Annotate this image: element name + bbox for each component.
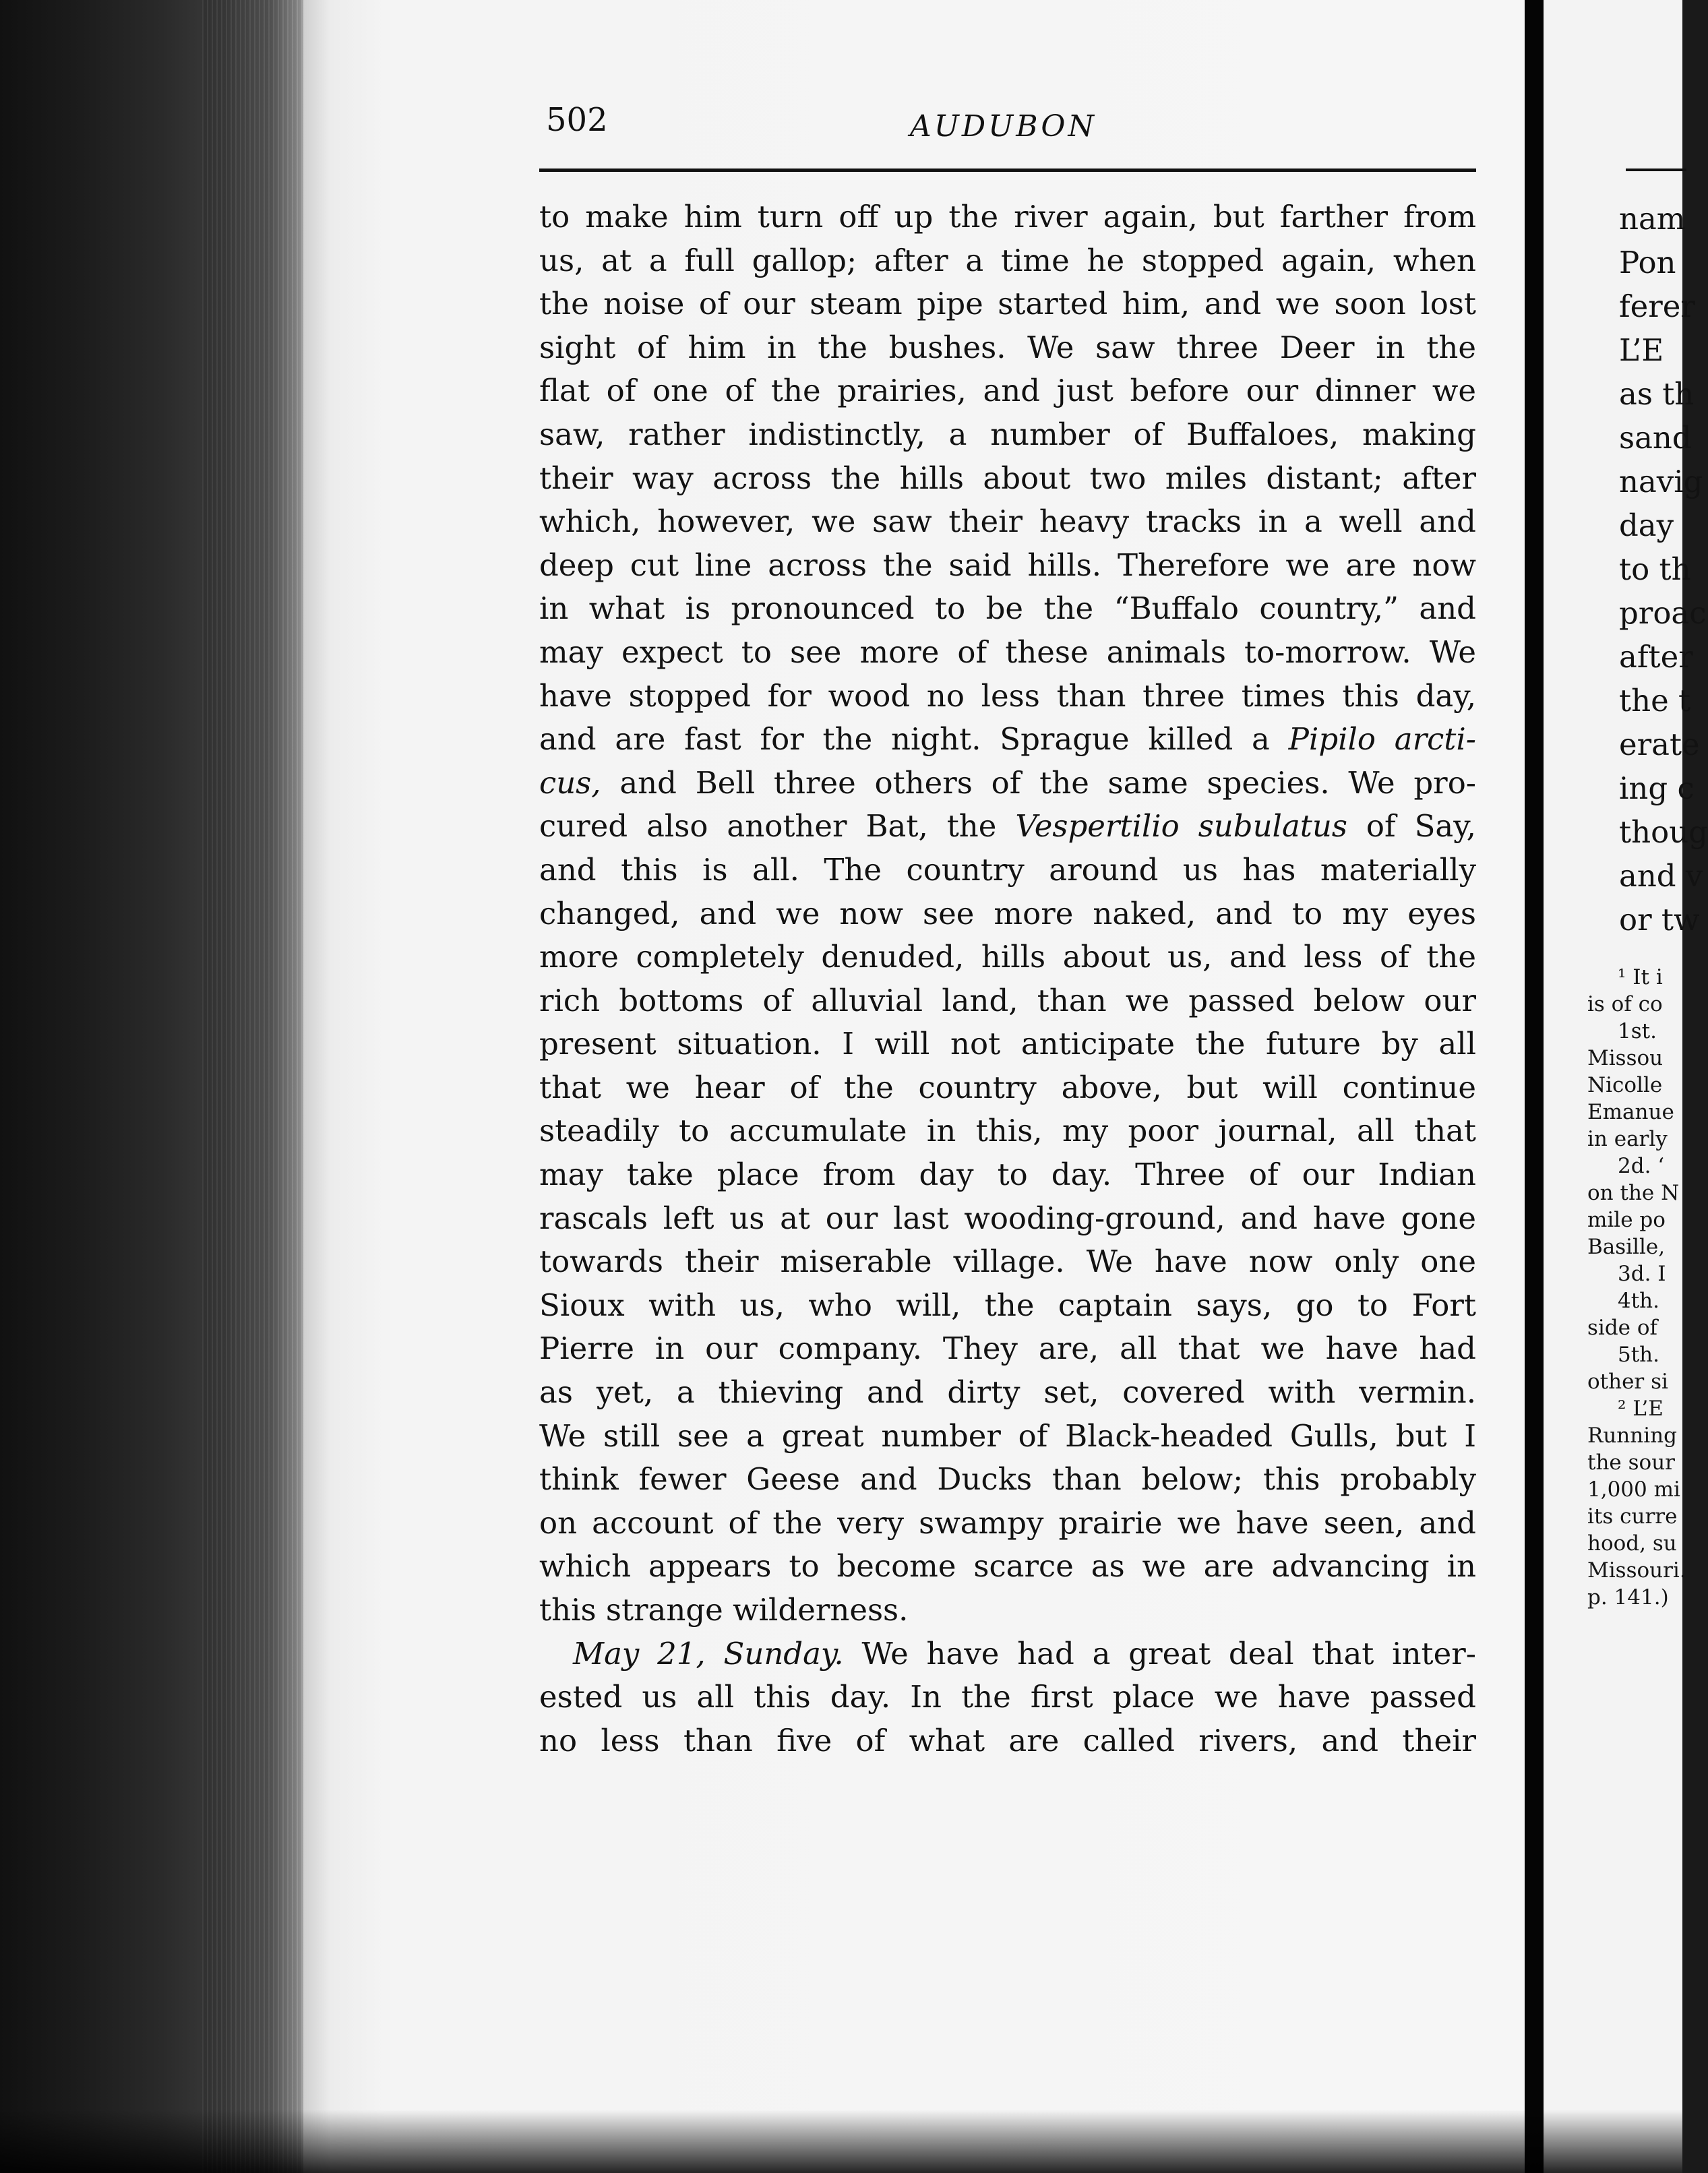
text-line: Sioux with us, who will, the captain says, go to Fort (539, 1287, 1476, 1323)
text-line: flat of one of the prairies, and just before our dinner we (539, 373, 1476, 409)
footnote-line: mile po (1587, 1208, 1666, 1232)
text-line-pipilo (539, 718, 1476, 762)
header-rule (539, 169, 1476, 172)
footnote-line: 4th. (1618, 1289, 1659, 1313)
text-line: towards their miserable village. We have now only one (539, 1244, 1476, 1280)
text-line: steadily to accumulate in this, my poor journal, all that (539, 1113, 1476, 1149)
text-segment: and are fast for the night. Sprague killed a (539, 721, 1270, 758)
text-segment: We have had a great deal that inter- (861, 1635, 1476, 1672)
text-segment: of Say, (1366, 808, 1476, 845)
footnote-line: 1st. (1618, 1019, 1657, 1043)
footnote-line: Running (1587, 1424, 1677, 1448)
footnote-line: Missou (1587, 1046, 1664, 1070)
right-page-line: or tw (1619, 902, 1700, 938)
footnote-line: 3d. I (1618, 1262, 1666, 1286)
text-line: us, at a full gallop; after a time he stopped again, when (539, 242, 1476, 278)
right-page-line: to th (1619, 551, 1691, 587)
text-line-date-heading (539, 1632, 1476, 1676)
text-line: rich bottoms of alluvial land, than we passed below our (539, 982, 1476, 1018)
footnote-line: p. 141.) (1587, 1585, 1669, 1610)
right-page-line: and v (1619, 858, 1703, 894)
page-gutter (1525, 0, 1544, 2173)
right-page-header-rule (1626, 169, 1686, 171)
text-line: present situation. I will not anticipate the future by all (539, 1026, 1476, 1062)
footnote-line: Basille, (1587, 1235, 1666, 1259)
right-page-line: nam (1619, 201, 1686, 237)
species-name-pipilo: Pipilo arcti- (1288, 721, 1476, 758)
text-segment: and Bell three others of the same species. We pro- (619, 764, 1476, 801)
text-line: changed, and we now see more naked, and to my eyes (539, 895, 1476, 931)
right-page-text (1619, 197, 1708, 942)
right-page-line: Pon (1619, 245, 1676, 280)
text-line: have stopped for wood no less than three times this day, (539, 677, 1476, 714)
right-page-line: proac (1619, 595, 1707, 631)
footnote-line: is of co (1587, 992, 1663, 1016)
text-line: may expect to see more of these animals to-morrow. We (539, 634, 1476, 670)
text-line: may take place from day to day. Three of our Indian (539, 1157, 1476, 1193)
right-page-line: erate (1619, 727, 1700, 762)
footnote-line: Emanue (1587, 1100, 1674, 1124)
text-line: saw, rather indistinctly, a number of Buffaloes, making (539, 416, 1476, 452)
bottom-shadow (0, 2110, 1682, 2173)
text-line: no less than five of what are called rivers, and their (539, 1722, 1476, 1758)
footnote-line: in early (1587, 1127, 1668, 1151)
text-line: their way across the hills about two miles distant; after (539, 460, 1476, 496)
footnote-line: Nicolle (1587, 1073, 1663, 1097)
right-page-line: ferer (1619, 288, 1695, 324)
date-heading: May 21, Sunday. (573, 1635, 844, 1672)
footnote-line: its curre (1587, 1504, 1678, 1529)
right-page-line: ing c (1619, 770, 1695, 806)
text-line: deep cut line across the said hills. Therefore we are now (539, 547, 1476, 583)
body-text (539, 195, 1476, 1763)
page-stack (202, 0, 310, 2173)
text-line: the noise of our steam pipe started him, and we soon lost (539, 286, 1476, 322)
right-page-line: sand (1619, 420, 1692, 456)
footnote-line: on the N (1587, 1181, 1680, 1205)
footnote-line: other si (1587, 1370, 1668, 1394)
text-segment: cured also another Bat, the (539, 808, 997, 845)
species-name-vespertilio: Vespertilio subulatus (1015, 808, 1347, 845)
footnote-line: 2d. ‘ (1618, 1154, 1665, 1178)
right-page-line: thoug (1619, 814, 1708, 850)
right-page-line: L’E (1619, 332, 1664, 368)
text-line: Pierre in our company. They are, all that we have had (539, 1330, 1476, 1367)
text-line: to make him turn off up the river again, but farther from (539, 199, 1476, 235)
text-line-vespertilio (539, 805, 1476, 849)
text-line: that we hear of the country above, but will continue (539, 1069, 1476, 1105)
footnote-line: hood, su (1587, 1531, 1677, 1556)
running-head: AUDUBON (910, 109, 1097, 144)
text-line: in what is pronounced to be the “Buffalo country,” and (539, 590, 1476, 627)
text-line: We still see a great number of Black-headed Gulls, but I (539, 1417, 1476, 1454)
text-line: as yet, a thieving and dirty set, covered with vermin. (539, 1374, 1476, 1411)
text-line: on account of the very swampy prairie we have seen, and (539, 1504, 1476, 1541)
right-page-line: after (1619, 639, 1693, 675)
footnote-line: ² L’E (1618, 1397, 1664, 1421)
footnote-line: the sour (1587, 1450, 1675, 1475)
footnote-line: ¹ It i (1618, 965, 1663, 989)
footnote-line: 5th. (1618, 1343, 1659, 1367)
right-page-line: the t (1619, 683, 1691, 718)
right-page-line: day (1619, 508, 1674, 543)
species-name-pipilo-cont: cus, (539, 764, 601, 801)
right-page-line: as th (1619, 376, 1695, 412)
page-number: 502 (546, 101, 608, 139)
text-line: sight of him in the bushes. We saw three Deer in the (539, 329, 1476, 365)
text-line: think fewer Geese and Ducks than below; this probably (539, 1461, 1476, 1498)
right-page-line: navig (1619, 464, 1703, 499)
text-line: rascals left us at our last wooding-ground, and have gone (539, 1200, 1476, 1236)
footnote-line: side of (1587, 1316, 1658, 1340)
text-line: more completely denuded, hills about us, and less of the (539, 939, 1476, 975)
text-line: ested us all this day. In the first place we have passed (539, 1679, 1476, 1715)
text-line: and this is all. The country around us has materially (539, 851, 1476, 888)
right-page-footnotes (1587, 964, 1686, 1611)
text-line: this strange wilderness. (539, 1592, 909, 1628)
footnote-line: Missouri. (1587, 1558, 1686, 1583)
footnote-line: 1,000 mi (1587, 1477, 1680, 1502)
text-line: which appears to become scarce as we are advancing in (539, 1548, 1476, 1585)
text-line: which, however, we saw their heavy tracks in a well and (539, 503, 1476, 540)
text-line-pipilo-cont (539, 762, 1476, 805)
